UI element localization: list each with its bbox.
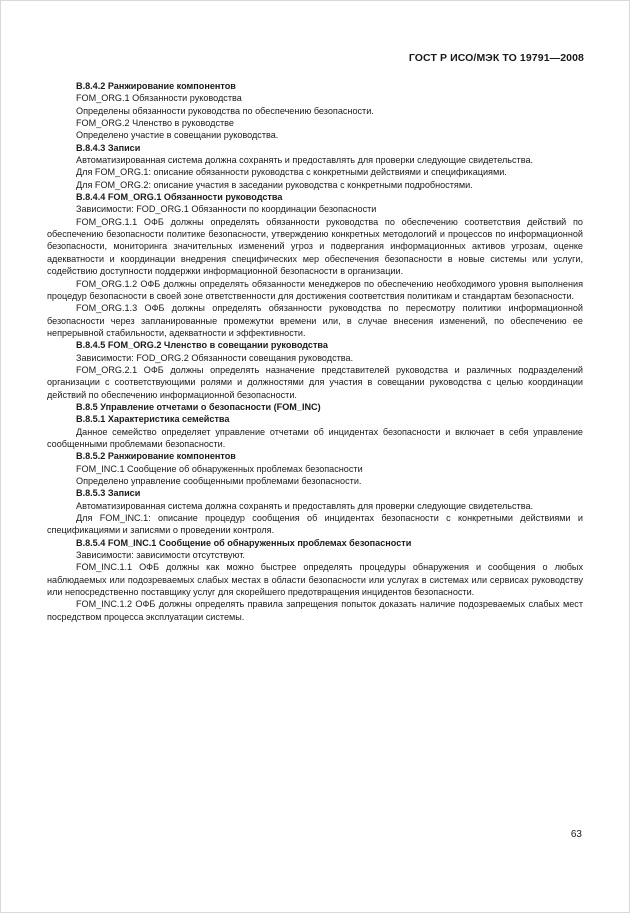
body-paragraph: Для FOM_INC.1: описание процедур сообщения об инцидентах безопасности с конкретными действиями и спецификациями и записями о проведении контроля.	[47, 513, 583, 536]
body-paragraph: FOM_INC.1.1 ОФБ должны как можно быстрее определять процедуры обнаружения и сообщения о любых наблюдаемых или подозреваемых слабых местах в области безопасности или услугах в системах или сервисах руководству или непосредственно поставщику услуг для скорейшего предотвращения инцидентов безопасности.	[47, 562, 583, 598]
section-heading: B.8.4.4 FOM_ORG.1 Обязанности руководства	[76, 192, 283, 203]
section-heading: B.8.4.2 Ранжирование компонентов	[76, 81, 236, 91]
section-heading: B.8.5.2 Ранжирование компонентов	[76, 451, 236, 462]
section-heading: B.8.5.1 Характеристика семейства	[76, 414, 230, 425]
body-paragraph: Определено участие в совещании руководства.	[76, 130, 279, 141]
body-paragraph: FOM_ORG.1 Обязанности руководства	[76, 93, 242, 104]
body-paragraph: Зависимости: зависимости отсутствуют.	[76, 550, 245, 561]
body-paragraph: Зависимости: FOD_ORG.1 Обязанности по координации безопасности	[76, 204, 377, 215]
body-paragraph: FOM_ORG.1.1 ОФБ должны определять обязанности руководства по обеспечению соответствия действий по обеспечению безопасности политике безопасности, утверждению конкретных методологий и процессов по информационной безопасности, мониторинга значительных изменений угроз и подвергания информационных активов угрозам, оценке адекватности и координации внедрения специфических мер обеспечения безопасности в новые системы или услуги, содействию доступности поддержки информационной безопасности в организации.	[47, 216, 583, 277]
body-paragraph: FOM_INC.1 Сообщение об обнаруженных проблемах безопасности	[76, 463, 363, 474]
standard-header: ГОСТ Р ИСО/МЭК ТО 19791—2008	[408, 52, 584, 64]
body-paragraph: Автоматизированная система должна сохранять и предоставлять для проверки следующие свидетельства.	[76, 500, 534, 511]
body-paragraph: FOM_ORG.2.1 ОФБ должны определять назначение представителей руководства и различных подразделений организации с соответствующими ролями и должностями для участия в совещании руководства с целью координации действий по обеспечению информационной безопасности.	[47, 364, 583, 400]
section-heading: B.8.5 Управление отчетами о безопасности (FOM_INC)	[76, 401, 321, 412]
body-paragraph: Для FOM_ORG.1: описание обязанности руководства с конкретными действиями и спецификациями.	[76, 167, 507, 178]
body-paragraph: Автоматизированная система должна сохранять и предоставлять для проверки следующие свидетельства.	[76, 155, 534, 166]
section-heading: B.8.4.3 Записи	[76, 142, 141, 153]
body-paragraph: Для FOM_ORG.2: описание участия в заседании руководства с конкретными подробностями.	[76, 179, 473, 190]
body-paragraph: Определены обязанности руководства по обеспечению безопасности.	[76, 105, 374, 116]
body-paragraph: Зависимости: FOD_ORG.2 Обязанности совещания руководства.	[76, 352, 354, 363]
body-paragraph: Данное семейство определяет управление отчетами об инцидентах безопасности и включает в себя управление сообщенными проблемами безопасности.	[47, 426, 583, 449]
section-heading: B.8.5.4 FOM_INC.1 Сообщение об обнаруженных проблемах безопасности	[76, 537, 412, 548]
section-heading: B.8.4.5 FOM_ORG.2 Членство в совещании руководства	[76, 340, 328, 351]
body-paragraph: FOM_ORG.1.2 ОФБ должны определять обязанности менеджеров по обеспечению необходимого уровня выполнения процедур безопасности в своей зоне ответственности для достижения соответствия политикам и стандартам безопасности.	[47, 278, 583, 301]
document-body	[47, 80, 583, 623]
body-paragraph: FOM_ORG.2 Членство в руководстве	[76, 118, 234, 129]
body-paragraph: FOM_INC.1.2 ОФБ должны определять правила запрещения попыток доказать наличие подозреваемых слабых мест посредством процесса эксплуатации системы.	[47, 599, 583, 622]
body-paragraph: FOM_ORG.1.3 ОФБ должны определять обязанности руководства по пересмотру политики информационной безопасности через запланированные промежутки времени или, в случае внесения изменений, по обеспечению ее непрерывной стабильности, адекватности и эффективности.	[47, 303, 583, 338]
body-paragraph: Определено управление сообщенными проблемами безопасности.	[76, 476, 362, 486]
section-heading: B.8.5.3 Записи	[76, 488, 141, 499]
page-number: 63	[570, 829, 582, 840]
